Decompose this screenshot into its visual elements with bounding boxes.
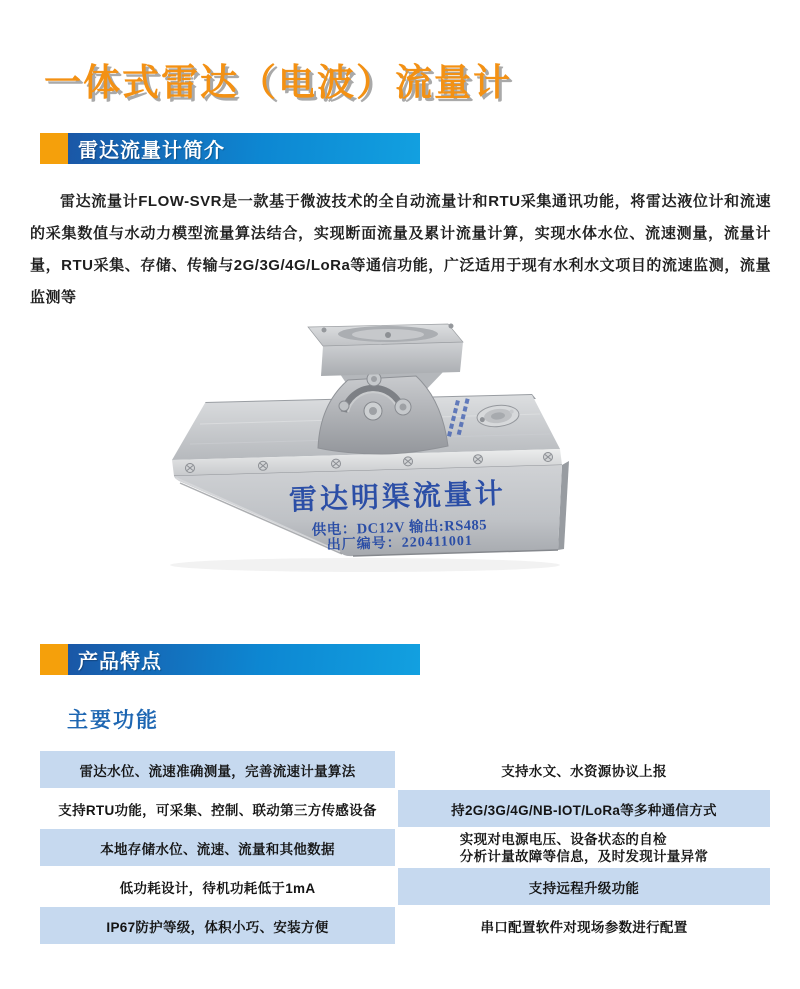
screw-icon [332,459,341,468]
antenna-mount [308,324,463,455]
feature-cell: 本地存储水位、流速、流量和其他数据 [40,829,395,866]
ground-shadow [170,558,560,572]
screw-icon [404,457,413,466]
intro-paragraph: 雷达流量计FLOW-SVR是一款基于微波技术的全自动流量计和RTU采集通讯功能，将雷达液位计和流速的采集数值与水动力模型流量算法结合，实现断面流量及累计流量计算，实现水体水位、流速测量，流量计量，RTU采集、存储、传输与2G/3G/4G/LoRa等通信功能，广泛适用于现有水利水文项目的流速监测，流量监测等 [30,193,771,306]
page-title: 一体式雷达（电波）流量计 [44,62,512,103]
orange-accent-block [40,644,68,675]
orange-accent-block [40,133,68,164]
feature-cell: 支持远程升级功能 [398,868,770,905]
feature-cell: 串口配置软件对现场参数进行配置 [398,907,770,944]
device-serial-text: 出厂编号：220411001 [326,533,474,554]
device-power-text: 供电：DC12V 输出:RS485 [311,517,488,539]
device-label-text: 雷达明渠流量计 [288,478,507,517]
bolt-icon [339,401,349,411]
section-header-intro-label: 雷达流量计简介 [78,140,225,162]
feature-cell: 支持水文、水资源协议上报 [398,751,770,788]
product-photo [160,316,580,578]
feature-cell: 低功耗设计，待机功耗低于1mA [40,868,395,905]
section-header-features-label: 产品特点 [78,651,162,673]
feature-cell: 持2G/3G/4G/NB-IOT/LoRa等多种通信方式 [398,790,770,827]
screw-icon [186,464,195,473]
section-header-features [40,644,420,675]
feature-cell: IP67防护等级，体积小巧、安装方便 [40,907,395,944]
feature-table [40,751,770,944]
feature-cell: 雷达水位、流速准确测量，完善流速计量算法 [40,751,395,788]
screw-icon [544,453,553,462]
feature-cell [398,829,770,866]
flow-meter-illustration [160,316,580,578]
features-subtitle: 主要功能 [67,709,159,732]
blue-gradient-bar [68,133,420,164]
feature-cell-line: 分析计量故障等信息，及时发现计量异常 [459,848,709,864]
section-header-intro [40,133,420,164]
feature-cell-line: 实现对电源电压、设备状态的自检 [459,831,667,847]
screw-icon [474,455,483,464]
mount-top-plate-front [321,342,463,376]
feature-cell: 支持RTU功能，可采集、控制、联动第三方传感设备 [40,790,395,827]
screw-icon [259,461,268,470]
blue-gradient-bar [68,644,420,675]
